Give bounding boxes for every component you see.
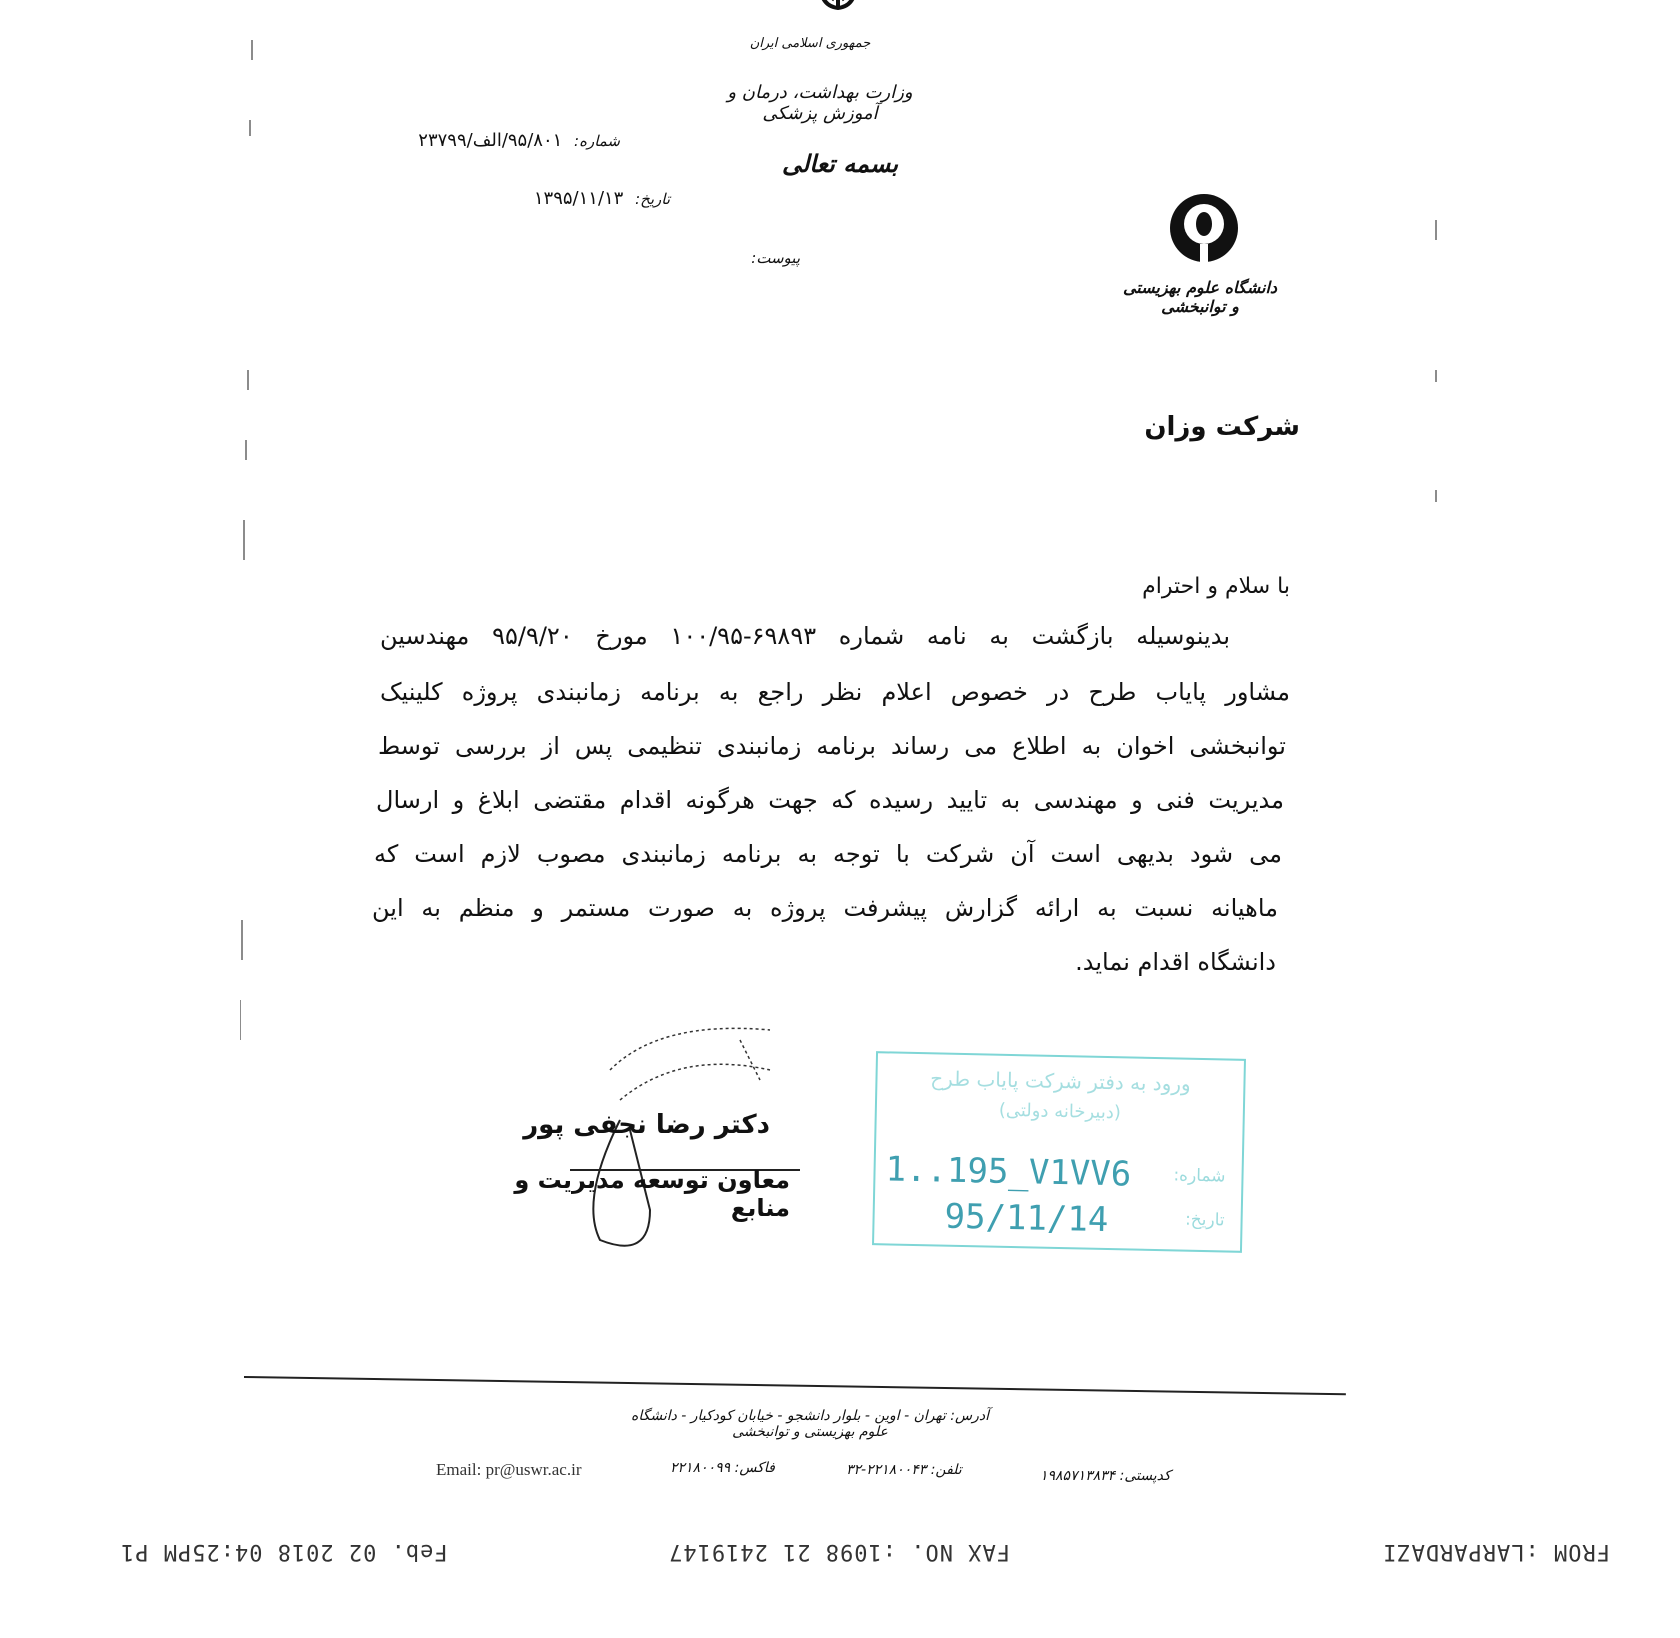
footer-email: Email: pr@uswr.ac.ir (436, 1460, 582, 1479)
body-line: توانبخشی اخوان به اطلاع می رساند برنامه زمانبندی تنظیمی پس از بررسی توسط (378, 732, 1286, 760)
body-line: می شود بدیهی است آن شرکت با توجه به برنامه زمانبندی مصوب لازم است که (374, 840, 1282, 868)
body-line: دانشگاه اقدام نماید. (1075, 948, 1276, 976)
iran-emblem-icon (810, 0, 866, 18)
body-line: بدینوسیله بازگشت به نامه شماره ۶۹۸۹۳-۱۰۰/۹۵ مورخ ۹۵/۹/۲۰ مهندسین (380, 622, 1230, 650)
scan-margin-marks-right (1432, 210, 1442, 510)
scan-margin-marks (240, 40, 260, 1120)
letter-attachment-label: پیوست: (751, 249, 800, 267)
basmala: بسمه تعالی (781, 150, 899, 178)
fax-timestamp: Feb. 02 2018 04:25PM P1 (120, 1539, 448, 1564)
body-line: ماهیانه نسبت به ارائه گزارش پیشرفت پروژه به صورت مستمر و منظم به این (372, 894, 1278, 922)
fax-transmission-header (120, 1536, 1610, 1564)
footer-fax: فاکس: ۲۲۱۸۰۰۹۹ (670, 1460, 775, 1476)
ministry-name: وزارت بهداشت، درمان و آموزش پزشکی (727, 82, 913, 124)
fax-from: FROM :LARPARDAZI (1382, 1539, 1610, 1564)
fax-number: FAX NO. :1098 21 2419147 (668, 1539, 1010, 1564)
stamp-title: ورود به دفتر شرکت پایاب طرح (930, 1066, 1191, 1096)
letter-date-label: تاریخ: (635, 190, 670, 208)
body-line: مدیریت فنی و مهندسی به تایید رسیده که جهت هرگونه اقدام مقتضی ابلاغ و ارسال (376, 786, 1284, 814)
stamp-date-value: 95/11/14 (944, 1196, 1109, 1241)
letter-date (430, 188, 670, 209)
signatory-title: معاون توسعه مدیریت و منابع (514, 1166, 790, 1222)
footer-address: آدرس: تهران - اوین - بلوار دانشجو - خیابان کودکیار - دانشگاه علوم بهزیستی و توانبخشی (631, 1408, 989, 1440)
recipient: شرکت وزان (1144, 412, 1300, 442)
university-logo-icon (1164, 194, 1244, 266)
stamp-subtitle: (دبیرخانه دولتی) (998, 1099, 1122, 1124)
university-name: دانشگاه علوم بهزیستی و توانبخشی (1122, 278, 1278, 316)
letter-date-value: ۱۳۹۵/۱۱/۱۳ (533, 188, 624, 209)
received-stamp (872, 1051, 1246, 1253)
country-name: جمهوری اسلامی ایران (749, 36, 871, 51)
stamp-number-label: شماره: (1173, 1165, 1226, 1187)
body-line: مشاور پایاب طرح در خصوص اعلام نظر راجع به برنامه زمانبندی پروژه کلینیک (380, 678, 1290, 706)
letter-number-label: شماره: (574, 132, 620, 150)
stamp-number-value: 1..195_V1VV6 (885, 1149, 1132, 1195)
stamp-date-label: تاریخ: (1184, 1209, 1225, 1231)
footer-phone: تلفن: ۲۲۱۸۰۰۴۳-۳۲ (846, 1462, 962, 1478)
greeting: با سلام و احترام (1142, 574, 1290, 599)
footer-divider (244, 1376, 1346, 1395)
footer-postal-code: کدپستی: ۱۹۸۵۷۱۳۸۳۴ (1040, 1468, 1171, 1484)
letter-number-value: ۹۵/۸۰۱/الف/۲۳۷۹۹ (418, 130, 563, 151)
letter-number (380, 130, 620, 151)
signatory-name: دکتر رضا نجفی پور (523, 1110, 770, 1140)
letter-attachment (560, 247, 800, 268)
